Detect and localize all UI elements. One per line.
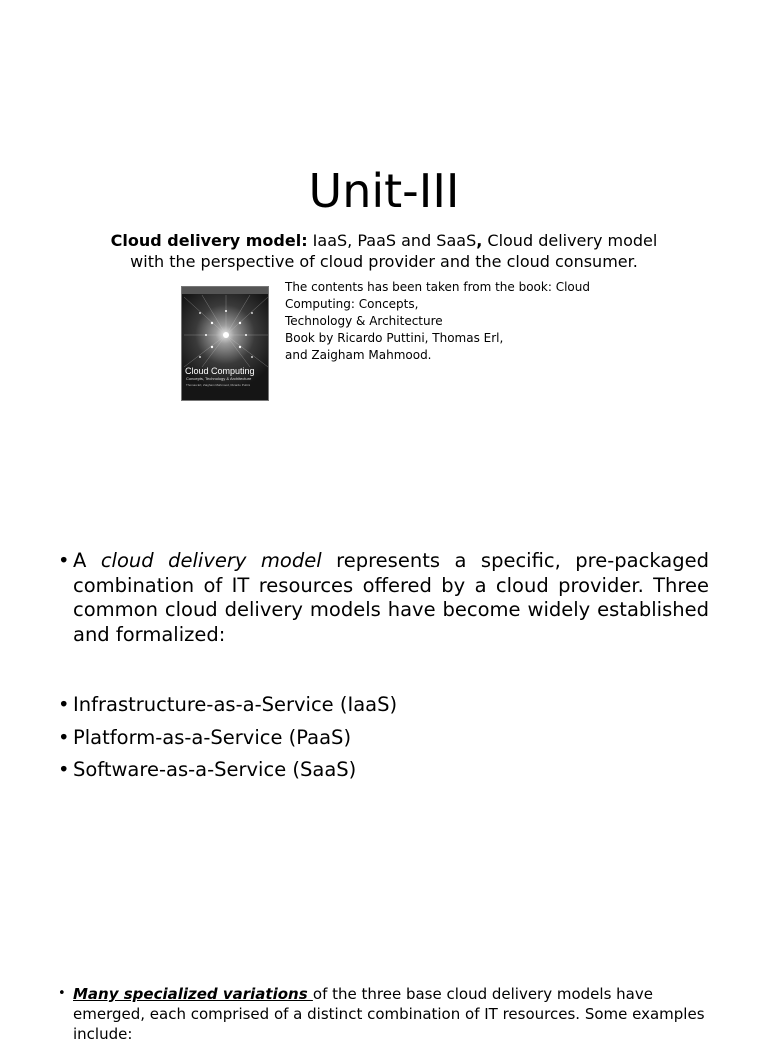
model-bullet-paas: [58, 726, 709, 751]
subtitle-models: IaaS, PaaS and SaaS: [307, 231, 477, 250]
source-line: The contents has been taken from the book: Cloud: [285, 280, 590, 294]
book-cover-image: [181, 286, 269, 401]
bullet-dot: •: [58, 758, 70, 781]
intro-text-before: A: [73, 549, 101, 572]
model-bullet-saas: [58, 758, 709, 783]
subtitle-bold-label: Cloud delivery model:: [110, 231, 308, 250]
bullet-dot: •: [58, 725, 70, 749]
cover-subtitle: Concepts, Technology & Architecture: [186, 376, 252, 381]
source-line: Computing: Concepts,: [285, 297, 419, 311]
subtitle: [95, 230, 673, 272]
model-label: Platform-as-a-Service (PaaS): [73, 725, 352, 749]
intro-text-after: represents a specific, pre-packaged combination of IT resources offered by a cloud provider. Three common cloud delivery models have become widely established and formalized:: [73, 549, 709, 646]
bullet-dot: •: [58, 986, 66, 1001]
source-line: and Zaigham Mahmood.: [285, 348, 432, 362]
main-bullet-list: [58, 549, 709, 783]
intro-bullet: [58, 549, 709, 647]
cover-title: Cloud Computing: [185, 366, 255, 376]
intro-emphasis: cloud delivery model: [100, 549, 322, 572]
model-label: Software-as-a-Service (SaaS): [73, 758, 357, 781]
bullet-dot: •: [58, 693, 70, 716]
subtitle-description: Cloud delivery model with the perspective of cloud provider and the cloud consumer.: [130, 231, 658, 271]
cover-authors: Thomas Erl, Zaigham Mahmood, Ricardo Puttini: [186, 383, 251, 387]
subtitle-comma: ,: [476, 231, 483, 250]
page-title: Unit-III: [308, 164, 460, 218]
source-line: Book by Ricardo Puttini, Thomas Erl,: [285, 331, 504, 345]
footer-text: of the three base cloud delivery models have emerged, each comprised of a distinct combination of IT resources. Some examples include:: [73, 985, 705, 1043]
model-label: Infrastructure-as-a-Service (IaaS): [73, 693, 398, 716]
bullet-dot: •: [58, 549, 70, 572]
footer-bullet: [58, 984, 723, 1044]
footer-emphasis: Many specialized variations: [73, 985, 313, 1003]
source-line: Technology & Architecture: [285, 314, 443, 328]
source-attribution: [285, 279, 595, 364]
model-bullet-iaas: [58, 693, 709, 718]
